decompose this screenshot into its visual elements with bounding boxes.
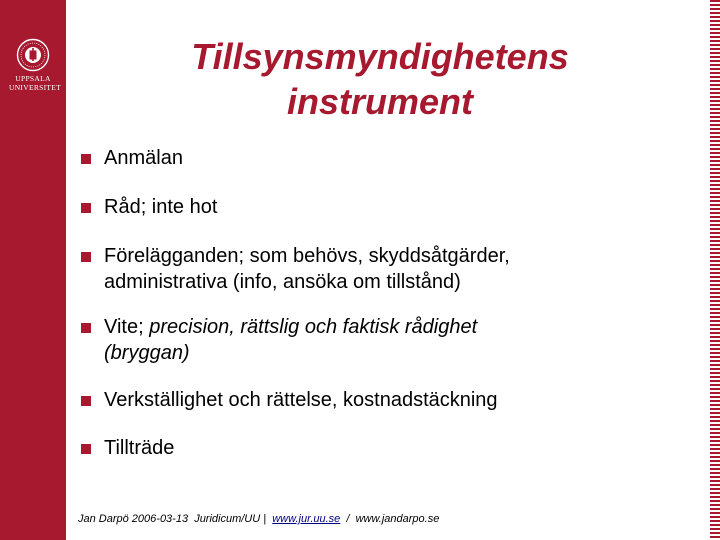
bullet-line-italic: precision, rättslig och faktisk rådighet bbox=[149, 316, 478, 338]
bullet-square-icon bbox=[81, 154, 91, 164]
bullet-square-icon bbox=[81, 252, 91, 262]
bullet-line-plain: Vite; bbox=[104, 316, 150, 338]
sidebar-band bbox=[0, 0, 66, 540]
bullet-line-italic bbox=[104, 340, 674, 366]
bullet-text bbox=[104, 243, 674, 295]
university-logo bbox=[9, 38, 62, 92]
logo-line-2: UNIVERSITET bbox=[9, 83, 62, 92]
bullet-line-italic-text: (bryggan) bbox=[104, 342, 190, 364]
bullet-line: Råd; inte hot bbox=[104, 196, 218, 218]
footer-credit: Jan Darpö 2006-03-13 Juridicum/UU | bbox=[78, 513, 273, 525]
bullet-line: Tillträde bbox=[104, 437, 175, 459]
bullet-line: Verkställighet och rättelse, kostnadstäckning bbox=[104, 389, 498, 411]
bullet-text bbox=[104, 314, 674, 366]
bullet-text bbox=[104, 194, 674, 220]
footer-link-jur[interactable]: www.jur.uu.se bbox=[272, 513, 341, 525]
title-line-1: Tillsynsmyndighetens bbox=[191, 36, 569, 77]
bullet-square-icon bbox=[81, 444, 91, 454]
bullet-line: Anmälan bbox=[104, 147, 183, 169]
bullet-text bbox=[104, 387, 674, 413]
bullet-line: Förelägganden; som behövs, skyddsåtgärder, bbox=[104, 245, 510, 267]
logo-line-1: UPPSALA bbox=[15, 74, 51, 83]
bullet-text bbox=[104, 145, 674, 171]
title-line-2: instrument bbox=[286, 81, 473, 122]
bullet-square-icon bbox=[81, 203, 91, 213]
footer-link-jandarpo[interactable]: www.jandarpo.se bbox=[355, 513, 440, 525]
bullet-line: administrativa (info, ansöka om tillstånd) bbox=[104, 271, 461, 293]
bullet-square-icon bbox=[81, 396, 91, 406]
seal-icon bbox=[16, 38, 50, 72]
slide-footer bbox=[78, 513, 439, 525]
decorative-right-border bbox=[710, 0, 720, 540]
bullet-square-icon bbox=[81, 323, 91, 333]
slide-title bbox=[130, 34, 630, 124]
bullet-text bbox=[104, 435, 674, 461]
footer-separator: / bbox=[340, 513, 356, 525]
bullet-line bbox=[104, 314, 674, 340]
